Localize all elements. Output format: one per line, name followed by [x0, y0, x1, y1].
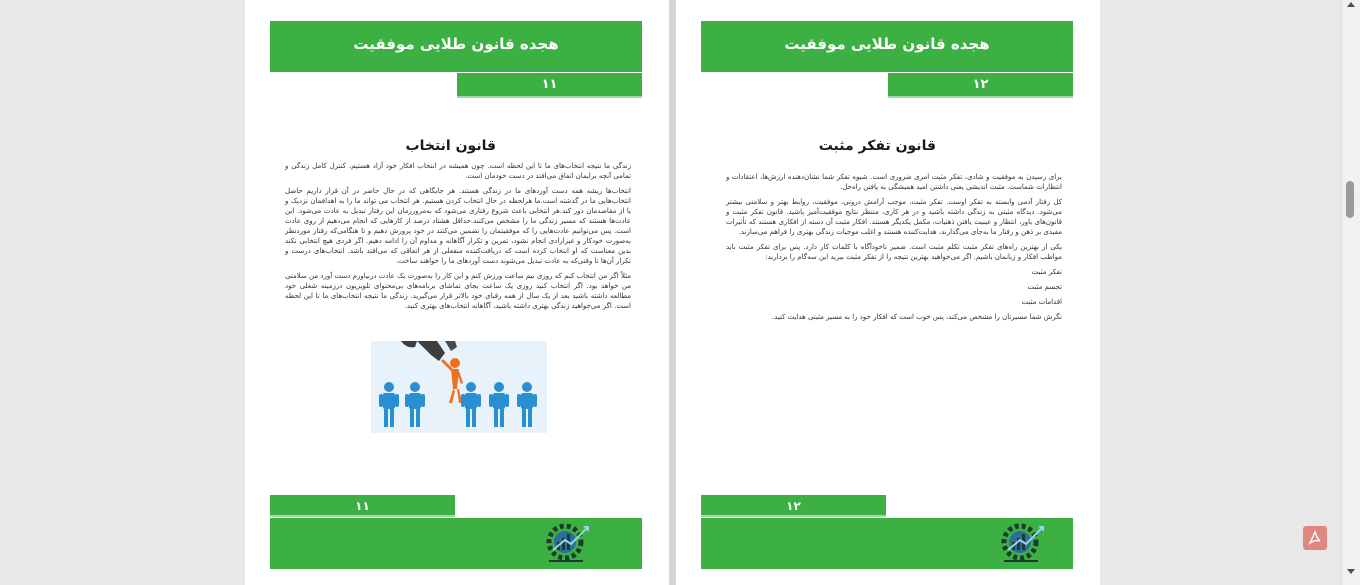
paragraph: مثلاً اگر من انتخاب کنم که روزی نیم ساعت ورزش کنم و این کار را به‌صورت یک عادت دربیاورم دست آورد من سلامتی من خواهد بود. اگر انتخاب کنید روزی یک ساعت بجای تماشای برنامه‌های بی‌محتوای تلویزیون درزمینه شغلی خود مطالعه داشته باشید بعد از یک سال از همه رقبای خود بالاتر قرار می‌گیرید. زندگی ما نتیجه انتخاب‌های ما تا این لحظه است. اگر می‌خواهید زندگی بهتری داشته باشید، آگاهانه انتخاب‌های بهتری کنید. [285, 272, 631, 310]
document-page-11 [245, 0, 669, 585]
scroll-thumb[interactable] [1346, 181, 1354, 218]
document-page-12 [676, 0, 1100, 585]
list-item: تجسم مثبت [1027, 283, 1062, 291]
paragraph: نگرش شما مسیرتان را مشخص می‌کند، پس خوب است که افکار خود را به مسیر مثبتی هدایت کنید. [771, 313, 1062, 321]
vertical-scrollbar[interactable] [1341, 0, 1360, 585]
page-header-title: هجده قانون طلایی موفقیت [270, 21, 642, 72]
section-body [726, 172, 1062, 327]
paragraph: برای رسیدن به موفقیت و شادی، تفکر مثبت امری ضروری است. شیوه تفکر شما نشان‌دهنده ارزش‌ها، اعتقادات و انتظارات شماست. مثبت اندیشی یعنی داشتن امید همیشگی به یافتن راه‌حل. [726, 173, 1062, 191]
leadership-illustration [371, 341, 547, 433]
section-body [285, 161, 631, 316]
paragraph: زندگی ما نتیجه انتخاب‌های ما تا این لحظه است. چون همیشه در انتخاب افکار خود آزاد هستیم، کنترل کامل زندگی و تمامی آنچه برایمان اتفاق می‌افتد در دست خودمان است. [285, 162, 631, 180]
pdf-acrobat-icon[interactable] [1303, 526, 1327, 550]
section-title: قانون انتخاب [405, 138, 496, 154]
page-header-title: هجده قانون طلایی موفقیت [701, 21, 1073, 72]
page-header-number: ۱۲ [888, 73, 1073, 98]
page-header-number: ۱۱ [457, 73, 642, 98]
paragraph: کل رفتار آدمی وابسته به تفکر اوست. تفکر مثبت، موجب آرامش درونی، موفقیت، روابط بهتر و سلامتی بیشتر می‌شود. دیدگاه مثبتی به زندگی داشته باشید و در هر کاری، منتظر نتایج موفقیت‌آمیز باشید. قانون تفکر مثبت و قانون‌های باور، انتظار و عینیت یافتن ذهنیات، مکمل یکدیگر هستند. افکار مثبت آن دسته از افکاری هستند که تأثیرات مفیدی بر ذهن و رفتار ما به‌جای می‌گذارند، هدایت‌کننده هستند و اغلب موجبات زندگی بهتری را فراهم می‌سازند. [726, 198, 1062, 236]
list-item: تفکر مثبت [1031, 268, 1062, 276]
gear-chart-logo-icon [996, 520, 1048, 566]
paragraph: یکی از بهترین راه‌های تفکر مثبت تکلم مثبت است. ضمیر ناخودآگاه با کلمات کار دارد. پس برای تفکر مثبت باید مواظب افکار و زبانمان باشیم. اگر می‌خواهید بهترین نتیجه را از تفکر مثبت ببرید این سه‌گام را بردارید: [726, 243, 1062, 261]
page-footer-number: ۱۲ [701, 495, 886, 517]
scroll-down-arrow-icon[interactable] [1347, 569, 1355, 574]
section-title: قانون تفکر مثبت [818, 138, 936, 154]
scroll-up-arrow-icon[interactable] [1347, 2, 1355, 7]
paragraph: انتخاب‌ها ریشه همه دست آوردهای ما در زندگی هستند. هر جایگاهی که در حال حاضر در آن قرار داریم حاصل انتخاب‌هایی ما در گذشته است.ما هرلحظه در حال انتخاب کردن هستیم. هر انتخاب می تواند ما را به اهدافمان نزدیک و یا از مقاصدمان دور کند.هر انتخابی باعث شروع رفتاری می‌شود که به‌مرورزمان این رفتار تبدیل به عادت می‌شود. این عادت‌ها هستند که مسیر زندگی ما را مشخص می‌کنند.حداقل هشتاد درصد از کارهایی که انجام می‌دهیم از روی عادت است. پس می‌توانیم عادت‌هایی را که موفقیتمان را تضمین می‌کنند در خود پرورش دهیم و تا هنگامی‌که رفتار موردنظر به‌صورت خودکار و غیرارادی انجام نشود، تمرین و تکرار آگاهانه و مداوم آن را ادامه دهیم. اگر فردی هیچ انتخابی نکند بدین معناست که او انتخاب کرده است که دریافت‌کننده منفعلی از هر اتفاقی که می‌افتد باشد. انتخاب‌های درست و تکرار آن‌ها تا وقتی‌که به عادت تبدیل می‌شوند دست آوردهای ما را خواهند ساخت. [285, 187, 631, 265]
page-footer-number: ۱۱ [270, 495, 455, 517]
list-item: اقدامات مثبت [1021, 298, 1062, 306]
page-separator [669, 0, 676, 585]
gear-chart-logo-icon [541, 520, 593, 566]
